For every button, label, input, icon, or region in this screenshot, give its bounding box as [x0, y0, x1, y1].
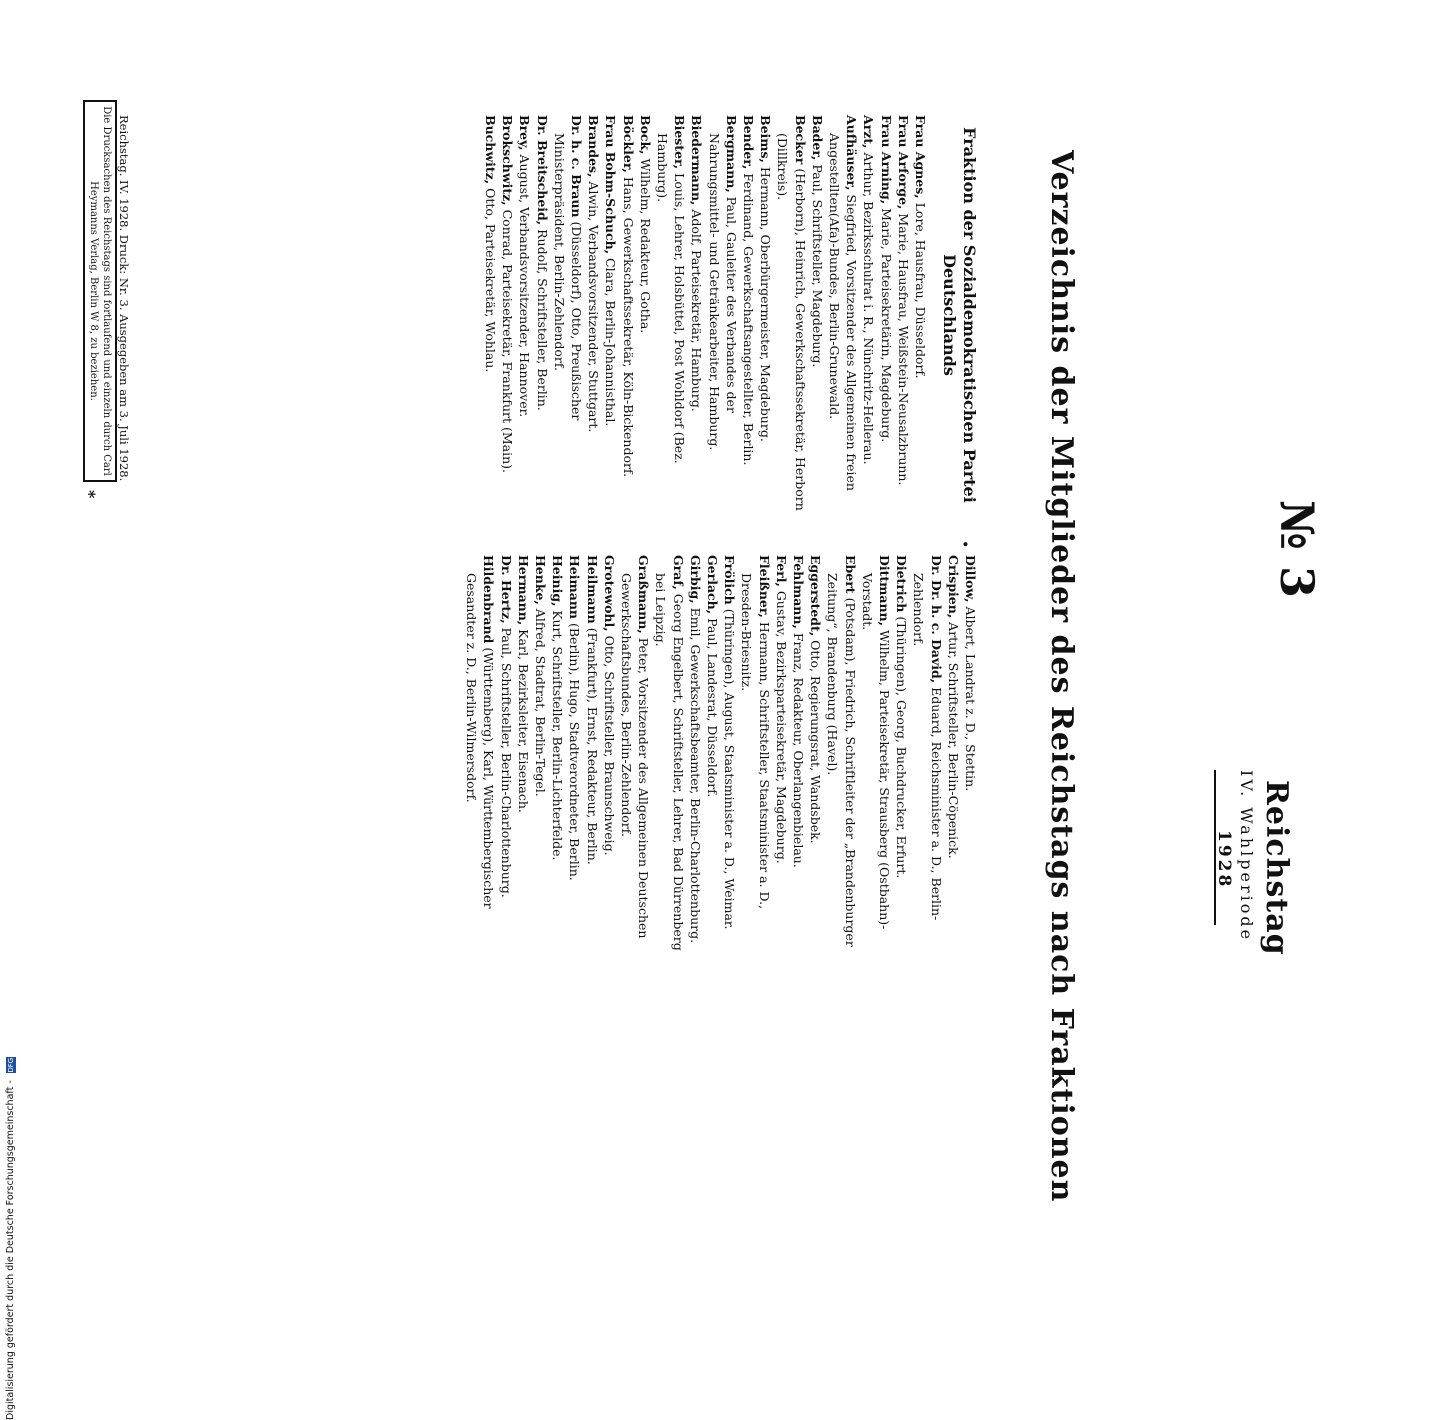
- member-name: Frau Arning,: [878, 115, 894, 205]
- member-name: Dr. Breitscheid,: [534, 115, 550, 226]
- member-name: Grotewohl,: [601, 555, 617, 632]
- member-name: Aufhäuser,: [844, 115, 860, 191]
- publisher-note: Die Drucksachen des Reichstags sind fortlaufend und einzeln durch Carl Heymanns Verlag, Berlin W 8, zu beziehen.: [83, 100, 117, 482]
- member-details: Marie, Hausfrau, Weißstein-Neusalzbrunn.: [895, 209, 911, 486]
- member-details: Wilhelm, Parteisekretär, Strausberg (Ostbahn)-Vorstadt.: [859, 573, 892, 930]
- member-name: Ferl,: [773, 555, 789, 587]
- member-entry: [619, 115, 636, 515]
- member-name: Frölich: [722, 555, 738, 605]
- page-title: Verzeichnis der Mitglieder des Reichstags nach Fraktionen: [1044, 150, 1079, 1203]
- member-details: Paul, Schriftsteller, Berlin-Charlottenburg.: [498, 623, 514, 898]
- member-name: Bader,: [809, 115, 825, 161]
- member-entry: [945, 555, 962, 970]
- asterisk-mark: *: [80, 490, 99, 499]
- member-entry: [532, 555, 549, 970]
- header-period: IV. Wahlperiode: [1237, 770, 1256, 943]
- member-entry: [601, 555, 618, 970]
- member-entry: [738, 555, 772, 970]
- member-name: Graf,: [670, 555, 686, 590]
- member-name: Fleißner,: [756, 555, 772, 618]
- member-details: Clara, Berlin-Johannisthal.: [603, 254, 619, 427]
- document-number: № 3: [1270, 500, 1324, 599]
- member-details: Kurt, Schriftsteller, Berlin-Lichterfelde.: [550, 606, 566, 861]
- member-name: Biester,: [672, 115, 688, 170]
- faction-heading: Fraktion der Sozialdemokratischen Partei Deutschlands: [940, 127, 979, 503]
- member-details: Louis, Lehrer, Holsbüttel, Post Wohldorf (Bez. Hamburg).: [654, 133, 688, 464]
- member-details: Paul, Landesrat, Düsseldorf.: [704, 614, 720, 798]
- member-entry: [688, 115, 705, 515]
- member-name: Eggerstedt,: [808, 555, 824, 637]
- member-entry: [583, 555, 600, 970]
- member-entry: [895, 115, 912, 515]
- member-details: Alwin, Verbandsvorsitzender, Stuttgart.: [586, 177, 602, 433]
- member-entry: [773, 555, 790, 970]
- member-entry: [721, 555, 738, 970]
- header-year: 1928: [1214, 830, 1234, 890]
- member-details: Adolf, Parteisekretär, Hamburg.: [689, 205, 705, 412]
- member-entry: [654, 115, 688, 515]
- member-details: Karl, Bezirksleiter, Eisenach.: [515, 625, 531, 813]
- member-name: Dietrich: [894, 555, 910, 613]
- member-entry: [566, 555, 583, 970]
- member-entry: [499, 115, 516, 515]
- member-name: Crispien,: [945, 555, 961, 619]
- member-name: Becker: [792, 115, 808, 165]
- member-name: Hermann,: [515, 555, 531, 626]
- digitization-text: Digitalisierung gefördert durch die Deutsche Forschungsgemeinschaft -: [5, 1080, 16, 1420]
- member-details: (Frankfurt), Ernst, Redakteur, Berlin.: [584, 623, 600, 865]
- member-details: August, Verbandsvorsitzender, Hannover.: [517, 150, 533, 418]
- member-name: Brokschwitz,: [500, 115, 516, 206]
- header-rule: [1214, 770, 1216, 925]
- member-details: Otto, Parteisekretär, Wohlau.: [482, 184, 498, 373]
- member-details: Otto, Schriftsteller, Braunschweig.: [601, 631, 617, 856]
- member-details: Paul, Schriftsteller, Magdeburg.: [809, 160, 825, 368]
- member-name: Brey,: [517, 115, 533, 151]
- member-entry: [705, 115, 739, 515]
- member-entry: [516, 115, 533, 515]
- member-details: Marie, Parteisekretärin, Magdeburg.: [878, 204, 894, 443]
- member-name: Heinig,: [550, 555, 566, 607]
- member-entry: [859, 555, 893, 970]
- member-name: Biedermann,: [689, 115, 705, 206]
- member-details: (Württemberg), Karl, Württembergischer Gesandter z. D., Berlin-Wilmersdorf.: [464, 573, 497, 909]
- member-details: Lore, Hausfrau, Düsseldorf.: [913, 198, 928, 379]
- member-name: Bergmann,: [723, 115, 739, 193]
- separator-dot: •: [956, 540, 972, 549]
- member-entry: [687, 555, 704, 970]
- member-details: Rudolf, Schriftsteller, Berlin.: [534, 225, 550, 411]
- member-entry: [515, 555, 532, 970]
- member-details: (Berlin), Hugo, Stadtverordneter, Berlin.: [567, 619, 583, 881]
- member-details: Gustav, Bezirksparteisekretär, Magdeburg.: [773, 586, 789, 864]
- member-details: Arthur, Bezirksschulrat i. R., Nünchritz-Hellerau.: [861, 148, 877, 465]
- member-entry: [824, 555, 858, 970]
- member-entry: [497, 555, 514, 970]
- member-details: Wilhelm, Redakteur, Gotha.: [637, 154, 653, 334]
- member-name: Gerlach,: [704, 555, 720, 615]
- digitization-credit: [5, 1057, 16, 1420]
- member-details: Conrad, Parteisekretär, Frankfurt (Main).: [500, 205, 516, 473]
- member-details: Franz, Redakteur, Oberlangenbielau.: [790, 628, 806, 868]
- member-details: Hermann, Schriftsteller, Staatsminister a. D., Dresden-Briesnitz.: [739, 573, 772, 910]
- member-entry: [704, 555, 721, 970]
- member-entry: [910, 555, 944, 970]
- member-details: (Potsdam), Friedrich, Schriftleiter der „Brandenburger Zeitung“, Brandenburg (Havel).: [825, 573, 858, 947]
- member-entry: [618, 555, 652, 970]
- member-list-right: [463, 555, 979, 970]
- member-name: Dr. Hertz,: [498, 555, 514, 624]
- member-list-left: [482, 115, 929, 515]
- member-name: Heimann: [567, 555, 583, 620]
- member-name: Dittmann,: [876, 555, 892, 626]
- member-name: Frau Bohm-Schuch,: [603, 115, 619, 255]
- member-name: Girbig,: [687, 555, 703, 604]
- member-details: Eduard, Reichsminister a. D., Berlin-Zehlendorf.: [911, 573, 944, 921]
- member-entry: [637, 115, 654, 515]
- member-name: Dr. h. c. Braun: [568, 115, 584, 218]
- member-name: Arzt,: [861, 115, 877, 149]
- member-details: Albert, Landrat z. D., Stettin.: [963, 602, 978, 792]
- print-footer: Reichstag. IV. 1928. Druck: Nr. 3. Ausgegeben am 3. Juli 1928.: [117, 115, 131, 482]
- member-details: (Herborn), Heinrich, Gewerkschaftssekretär, Herborn (Dillkreis).: [775, 133, 808, 511]
- member-name: Hildenbrand: [481, 555, 497, 644]
- member-details: Ferdinand, Gewerkschaftsangestellter, Berlin.: [740, 169, 756, 466]
- member-name: Brandes,: [586, 115, 602, 178]
- member-name: Böckler,: [620, 115, 636, 173]
- header-reichstag: Reichstag: [1259, 780, 1294, 956]
- member-entry: [877, 115, 894, 515]
- member-entry: [585, 115, 602, 515]
- member-name: Dr. Dr. h. c. David,: [928, 555, 944, 684]
- member-details: Artur, Schriftsteller, Berlin-Cöpenick.: [945, 618, 961, 859]
- member-name: Heilmann: [584, 555, 600, 624]
- member-details: (Düsseldorf), Otto, Preußischer Ministerpräsident, Berlin-Zehlendorf.: [551, 133, 584, 421]
- member-name: Buchwitz,: [482, 115, 498, 185]
- member-entry: [826, 115, 860, 515]
- member-name: Frau Agnes,: [913, 115, 928, 199]
- member-name: Frau Arforge,: [895, 115, 911, 210]
- member-entry: [912, 115, 929, 515]
- member-entry: [463, 555, 497, 970]
- member-name: Graßmann,: [636, 555, 652, 634]
- member-name: Beims,: [758, 115, 774, 163]
- member-entry: [774, 115, 808, 515]
- dfg-logo-icon: DFG: [6, 1057, 15, 1073]
- member-entry: [860, 115, 877, 515]
- member-details: Siegfried, Vorsitzender des Allgemeinen freien Angestellten(Afa)-Bundes, Berlin-Grunewald.: [826, 133, 860, 491]
- member-entry: [652, 555, 686, 970]
- member-entry: [807, 555, 824, 970]
- member-name: Ebert: [842, 555, 858, 594]
- member-entry: [533, 115, 550, 515]
- member-name: Dillow,: [963, 555, 978, 603]
- member-entry: [602, 115, 619, 515]
- member-name: Bender,: [740, 115, 756, 170]
- member-details: (Thüringen), Georg, Buchdrucker, Erfurt.: [894, 612, 910, 879]
- member-details: Georg Engelbert, Schriftsteller, Lehrer, Bad Dürrenberg bei Leipzig.: [653, 573, 686, 951]
- member-entry: [549, 555, 566, 970]
- member-entry: [893, 555, 910, 970]
- member-name: Fehlmann,: [790, 555, 806, 629]
- member-name: Henke,: [532, 555, 548, 605]
- member-details: (Thüringen), August, Staatsminister a. D., Weimar.: [722, 604, 738, 930]
- member-entry: [809, 115, 826, 515]
- member-name: Bock,: [637, 115, 653, 155]
- member-entry: [757, 115, 774, 515]
- member-details: Alfred, Stadtrat, Berlin-Tegel.: [532, 604, 548, 797]
- member-details: Peter, Vorsitzender des Allgemeinen Deutschen Gewerkschaftsbundes, Berlin-Zehlendorf.: [618, 573, 652, 939]
- member-details: Emil, Gewerkschaftsbeamter, Berlin-Charlottenburg.: [687, 603, 703, 944]
- member-details: Otto, Regierungsrat, Wandsbek.: [808, 636, 824, 844]
- member-entry: [790, 555, 807, 970]
- member-entry: [740, 115, 757, 515]
- member-details: Hermann, Oberbürgermeister, Magdeburg.: [758, 162, 774, 442]
- member-entry: [962, 555, 979, 970]
- member-details: Hans, Gewerkschaftssekretär, Köln-Bickendorf.: [620, 172, 636, 478]
- member-entry: [551, 115, 585, 515]
- member-details: Paul, Gauleiter des Verbandes der Nahrungsmittel- und Getränkearbeiter, Hamburg.: [706, 133, 739, 451]
- member-entry: [482, 115, 499, 515]
